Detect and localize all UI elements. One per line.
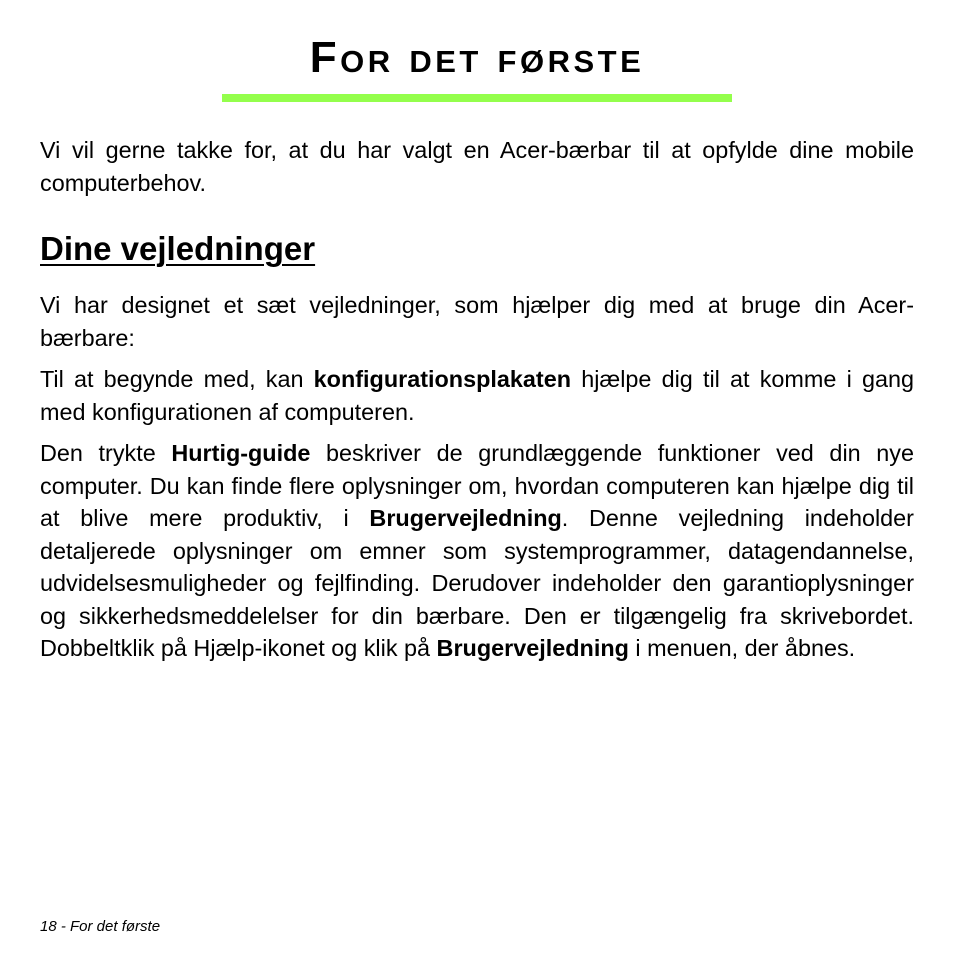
text-run: . Denne vejledning indeholder detaljerede oplysninger om emner som systemprogrammer, datagendannelse, udvidelsesmuligheder og fejlfinding. Derudover indeholder den garantioplysninger og sikkerhedsmeddelelser for din bærbare. Den er tilgængelig fra skrivebordet. Dobbeltklik på Hjælp-ikonet og klik på [40,505,914,661]
page-footer: 18 - For det første [40,918,161,935]
guides-paragraph: Vi har designet et sæt vejledninger, som hjælper dig med at bruge din Acer-bærbare: [40,292,914,351]
title-underline-bar [222,94,732,102]
intro-paragraph: Vi vil gerne takke for, at du har valgt en Acer-bærbar til at opfylde dine mobile computerbehov. [40,137,914,196]
quick-guide-paragraph [40,437,914,665]
bold-term-user-manual: Brugervejledning [369,505,562,531]
text-run: i menuen, der åbnes. [628,635,856,661]
section-heading: Dine vejledninger [40,230,316,267]
page-content [40,134,914,665]
text-run: Den trykte [40,440,172,466]
text-run: beskriver de grundlæggende funktioner ved din nye computer. Du kan finde flere oplysninger om, hvordan computeren kan hjælpe dig til at blive mere produktiv, i [40,440,914,531]
bold-term-setup-poster: konfigurationsplakaten [313,366,572,392]
setup-poster-paragraph [40,363,914,428]
text-run: hjælpe dig til at komme i gang med konfigurationen af computeren. [40,366,914,425]
page-title: For det første [309,33,645,82]
bold-term-quick-guide: Hurtig-guide [171,440,311,466]
bold-term-user-manual-2: Brugervejledning [436,635,629,661]
text-run: Til at begynde med, kan [40,366,314,392]
